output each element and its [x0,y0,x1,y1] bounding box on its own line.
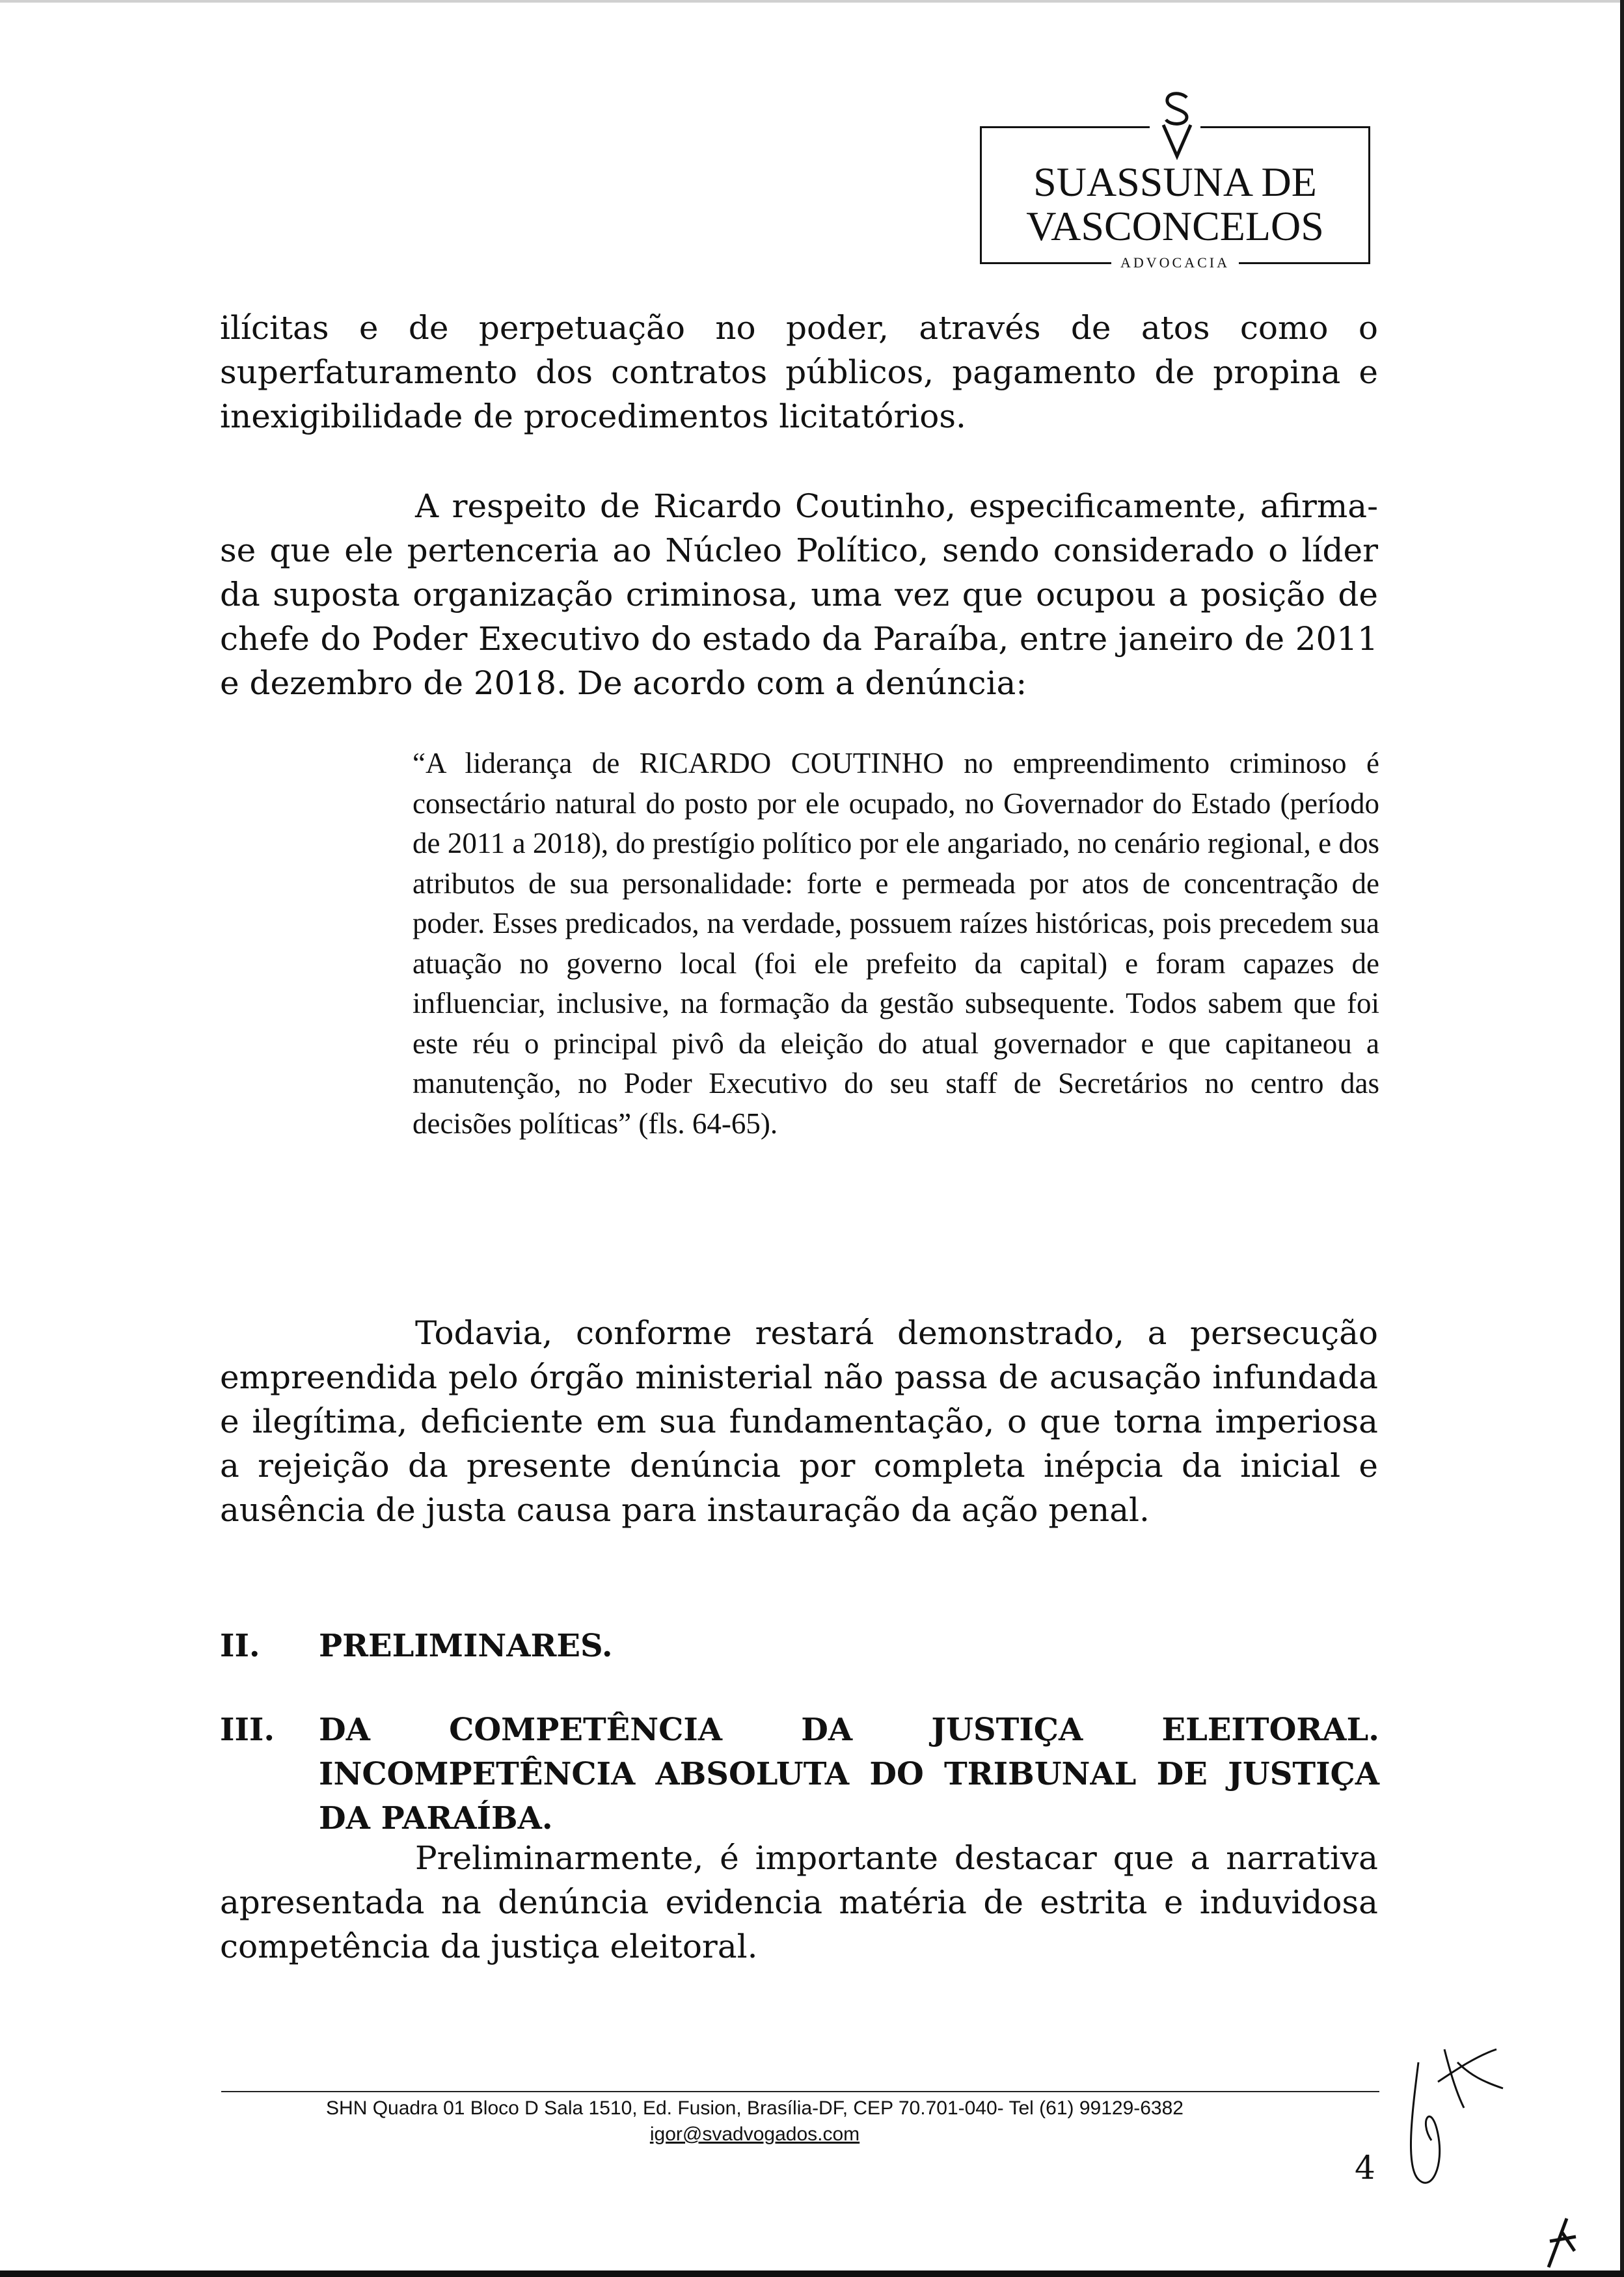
logo-rule-right [1200,126,1368,128]
body-paragraph-4: Preliminarmente, é importante destacar que a narrativa apresentada na denúncia evidencia matéria de estrita e induvidosa competência da justiça eleitoral. [220,1839,1378,1965]
scan-edge-top [0,0,1624,3]
letterhead-firm-name [982,160,1368,249]
letterhead-subtitle-text: ADVOCACIA [1111,254,1239,271]
section-heading-3-number: III. [220,1712,275,1748]
section-heading-2-number: II. [220,1628,260,1664]
footer-address: SHN Quadra 01 Bloco D Sala 1510, Ed. Fusion, Brasília-DF, CEP 70.701-040- Tel (61) 99129-6382 [326,2097,1184,2119]
section-heading-2-title: PRELIMINARES. [319,1628,613,1664]
section-heading-3-title: DA COMPETÊNCIA DA JUSTIÇA ELEITORAL. INCOMPETÊNCIA ABSOLUTA DO TRIBUNAL DE JUSTIÇA DA PARAÍBA. [319,1712,1379,1837]
footer-email-link[interactable]: igor@svadvogados.com [649,2123,860,2145]
handwritten-mark-icon [1542,2212,1581,2270]
body-paragraph-1: ilícitas e de perpetuação no poder, através de atos como o superfaturamento dos contratos públicos, pagamento de propina e inexigibilidade de procedimentos licitatórios. [220,309,1378,435]
page-number: 4 [1355,2149,1375,2187]
section-heading-3 [220,1708,1379,1837]
section-heading-2 [220,1624,1378,1668]
firm-name-line-1: SUASSUNA DE [1033,159,1317,205]
firm-name-line-2: VASCONCELOS [1026,203,1324,249]
scan-edge-right [1620,0,1624,2277]
sv-monogram-icon [1154,88,1200,160]
body-paragraph-3: Todavia, conforme restará demonstrado, a persecução empreendida pelo órgão ministerial não passa de acusação infundada e ilegítima, deficiente em sua fundamentação, o que torna imperiosa a rejeição da presente denúncia por completa inépcia da inicial e ausência de justa causa para instauração da ação penal. [220,1314,1378,1529]
scan-edge-bottom [0,2270,1624,2277]
footer-rule [221,2091,1379,2092]
block-quote: “A liderança de RICARDO COUTINHO no empreendimento criminoso é consectário natural do posto por ele ocupado, no Governador do Estado (período de 2011 a 2018), do prestígio político por ele angariado, no cenário regional, e dos atributos de sua personalidade: forte e permeada por atos de concentração de poder. Esses predicados, na verdade, possuem raízes históricas, pois precedem sua atuação no governo local (foi ele prefeito da capital) e foram capazes de influenciar, inclusive, na formação da gestão subsequente. Todos sabem que foi este réu o principal pivô da eleição do atual governador e que capitaneou a manutenção, no Poder Executivo do seu staff de Secretários no centro das decisões políticas” (fls. 64-65). [413,747,1379,1140]
body-paragraph-2: A respeito de Ricardo Coutinho, especificamente, afirma-se que ele pertenceria ao Núcleo Político, sendo considerado o líder da suposta organização criminosa, uma vez que ocupou a posição de chefe do Poder Executivo do estado da Paraíba, entre janeiro de 2011 e dezembro de 2018. De acordo com a denúncia: [220,487,1378,702]
letterhead-subtitle [982,254,1368,271]
letterhead-logo [980,126,1370,271]
handwritten-initials-icon [1392,2036,1522,2199]
logo-rule-left [982,126,1150,128]
